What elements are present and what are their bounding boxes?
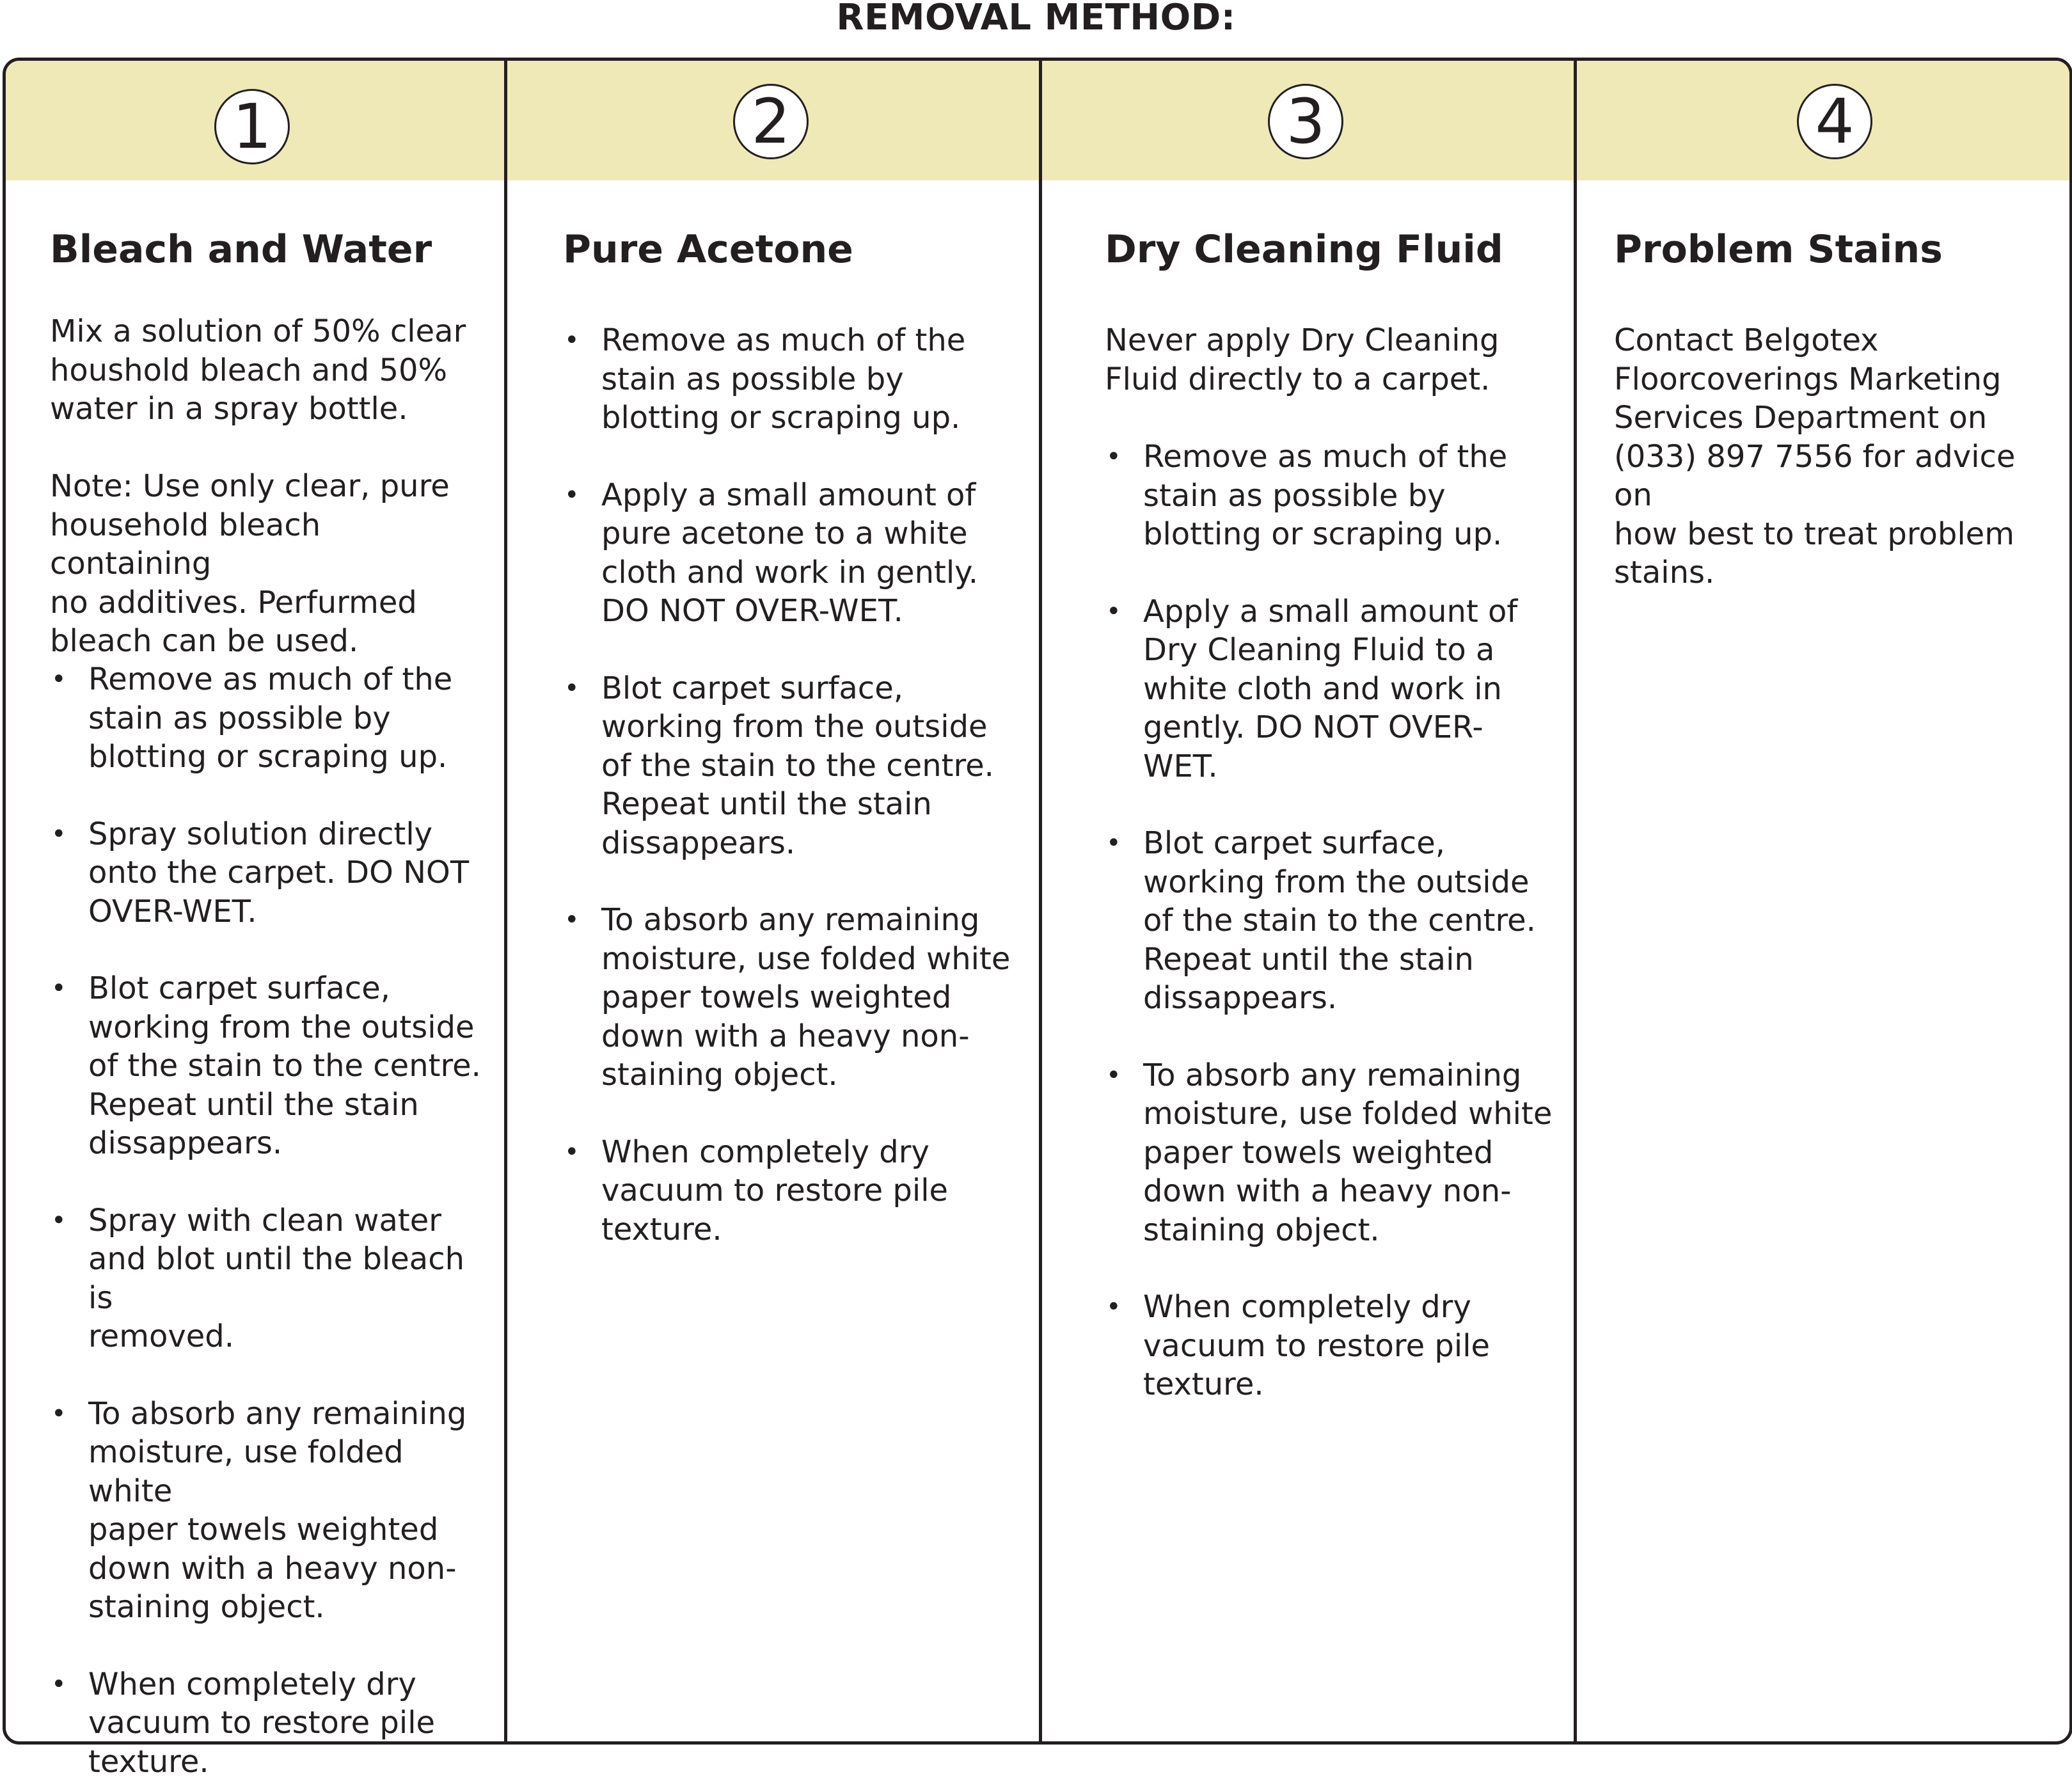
method-heading-dry-cleaning: Dry Cleaning Fluid: [1105, 226, 1503, 273]
method-number-2: 2: [733, 84, 809, 159]
page-title: REMOVAL METHOD:: [0, 0, 2072, 38]
list-item: • To absorb any remaining moisture, use folded white paper towels weighted down with a heavy non- staining object.: [1105, 1056, 1572, 1250]
column-header-1: [6, 61, 504, 180]
list-item: • Remove as much of the stain as possible by blotting or scraping up.: [1105, 438, 1572, 554]
list-item: • To absorb any remaining moisture, use folded white paper towels weighted down with a heavy non- staining object.: [50, 1395, 491, 1627]
method-heading-problem-stains: Problem Stains: [1614, 226, 1943, 273]
list-item: • Spray solution directly onto the carpet. DO NOT OVER-WET.: [50, 815, 491, 931]
list-item: • Remove as much of the stain as possible by blotting or scraping up.: [50, 660, 491, 777]
method-heading-bleach: Bleach and Water: [50, 226, 432, 273]
method-number-4: 4: [1797, 84, 1872, 159]
list-item: • When completely dry vacuum to restore pile texture.: [563, 1133, 1036, 1249]
list-item: • Remove as much of the stain as possible by blotting or scraping up.: [563, 321, 1036, 438]
acetone-steps: [563, 321, 1036, 1249]
list-item: • Blot carpet surface, working from the outside of the stain to the centre. Repeat until the stain dissappears.: [563, 669, 1036, 863]
bleach-intro: Mix a solution of 50% clear houshold bleach and 50% water in a spray bottle.: [50, 312, 485, 429]
method-heading-acetone: Pure Acetone: [563, 226, 853, 273]
list-item: • Apply a small amount of Dry Cleaning Fluid to a white cloth and work in gently. DO NOT OVER- WET.: [1105, 592, 1572, 786]
bleach-note: Note: Use only clear, pure household bleach containing no additives. Perfurmed bleach can be used.: [50, 467, 485, 661]
column-header-3: [1042, 61, 1574, 180]
list-item: • Apply a small amount of pure acetone to a white cloth and work in gently. DO NOT OVER-WET.: [563, 476, 1036, 631]
list-item: • When completely dry vacuum to restore pile texture.: [50, 1665, 491, 1781]
bleach-steps: [50, 660, 491, 1781]
dry-cleaning-steps: [1105, 438, 1572, 1404]
column-header-2: [507, 61, 1039, 180]
list-item: • Spray with clean water and blot until the bleach is removed.: [50, 1201, 491, 1356]
column-header-4: [1577, 61, 2069, 180]
list-item: • Blot carpet surface, working from the outside of the stain to the centre. Repeat until the stain dissappears.: [1105, 824, 1572, 1018]
problem-stains-text: Contact Belgotex Floorcoverings Marketing Services Department on (033) 897 7556 for advice on how best to treat problem stains.: [1614, 321, 2055, 592]
list-item: • Blot carpet surface, working from the outside of the stain to the centre. Repeat until the stain dissappears.: [50, 969, 491, 1163]
method-number-3: 3: [1268, 84, 1343, 159]
method-column-4: [1574, 61, 2069, 1741]
dry-cleaning-intro: Never apply Dry Cleaning Fluid directly to a carpet.: [1105, 321, 1565, 399]
list-item: • When completely dry vacuum to restore pile texture.: [1105, 1288, 1572, 1404]
method-number-1: 1: [214, 89, 290, 164]
list-item: • To absorb any remaining moisture, use folded white paper towels weighted down with a heavy non- staining object.: [563, 901, 1036, 1095]
